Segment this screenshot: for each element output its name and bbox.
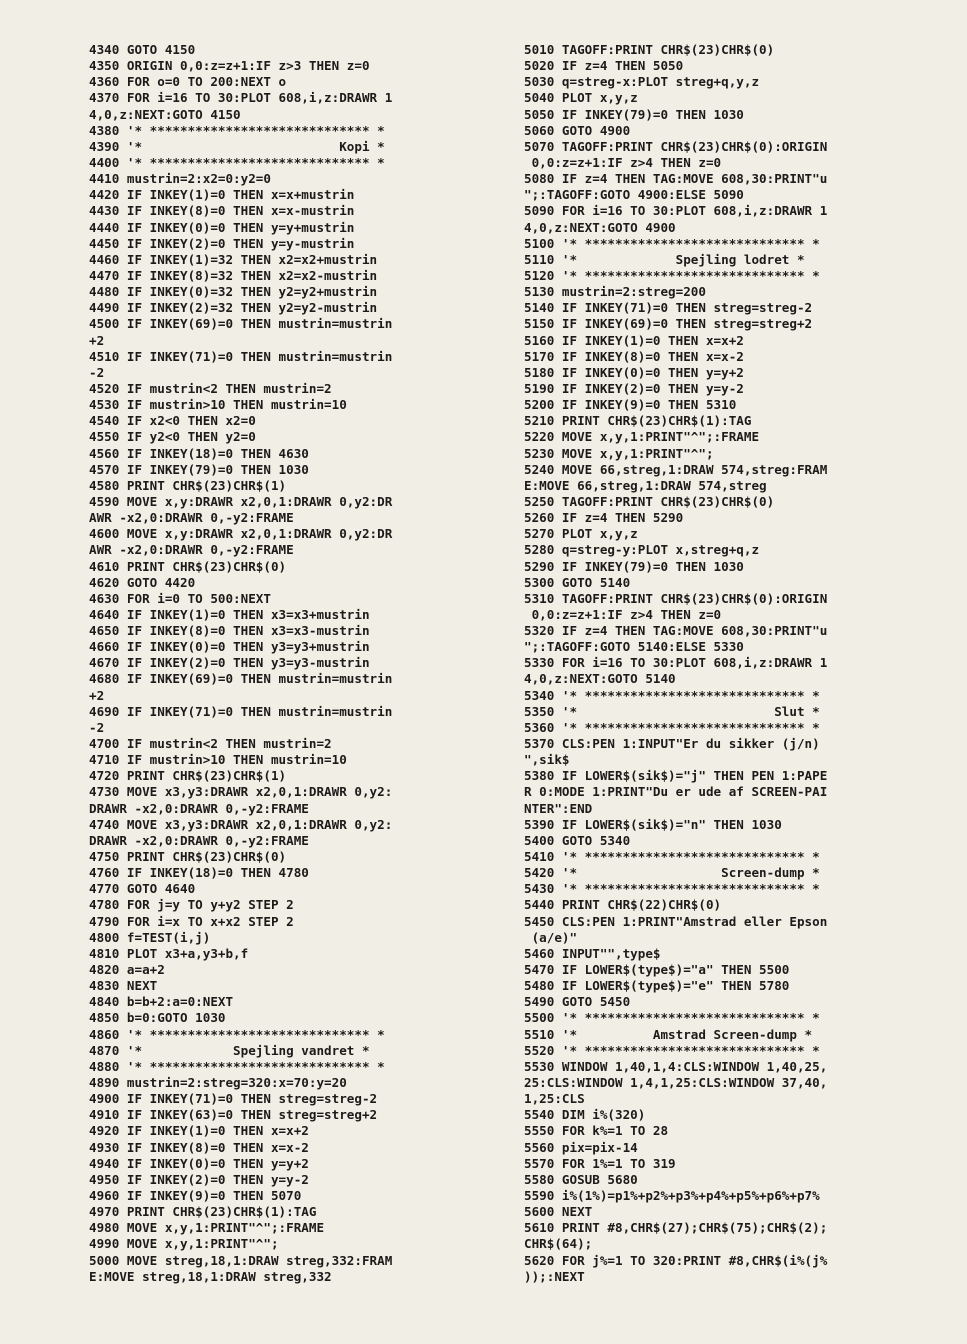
code-line: 4840 b=b+2:a=0:NEXT — [89, 994, 234, 1010]
code-line: 4520 IF mustrin<2 THEN mustrin=2 — [89, 380, 332, 396]
left-code-column — [89, 42, 474, 1285]
code-line: 5500 '* ***************************** * — [524, 1010, 820, 1026]
code-line: 5520 '* ***************************** * — [524, 1042, 820, 1058]
code-line: 5570 FOR 1%=1 TO 319 — [524, 1155, 676, 1171]
code-line: 4910 IF INKEY(63)=0 THEN streg=streg+2 — [89, 1107, 378, 1123]
code-line: 4970 PRINT CHR$(23)CHR$(1):TAG — [89, 1204, 317, 1220]
code-line: 5220 MOVE x,y,1:PRINT"^";:FRAME — [524, 429, 760, 445]
code-line: 5200 IF INKEY(9)=0 THEN 5310 — [524, 397, 737, 413]
code-line: 4,0,z:NEXT:GOTO 4150 — [89, 106, 241, 122]
code-line: 5540 DIM i%(320) — [524, 1107, 646, 1123]
code-line: 4550 IF y2<0 THEN y2=0 — [89, 429, 256, 445]
code-line: AWR -x2,0:DRAWR 0,-y2:FRAME — [89, 542, 294, 558]
code-line: 4990 MOVE x,y,1:PRINT"^"; — [89, 1236, 279, 1252]
code-line: ";:TAGOFF:GOTO 5140:ELSE 5330 — [524, 639, 744, 655]
code-line: 5060 GOTO 4900 — [524, 122, 631, 138]
code-line: 5340 '* ***************************** * — [524, 687, 820, 703]
code-line: 4760 IF INKEY(18)=0 THEN 4780 — [89, 865, 309, 881]
code-line: 4770 GOTO 4640 — [89, 881, 196, 897]
code-line: 5600 NEXT — [524, 1204, 593, 1220]
code-line: 5550 FOR k%=1 TO 28 — [524, 1123, 669, 1139]
code-line: 5420 '* Screen-dump * — [524, 865, 820, 881]
code-line: 5270 PLOT x,y,z — [524, 526, 638, 542]
code-line: 4350 ORIGIN 0,0:z=z+1:IF z>3 THEN z=0 — [89, 58, 370, 74]
code-line: -2 — [89, 719, 105, 735]
code-line: 4720 PRINT CHR$(23)CHR$(1) — [89, 768, 287, 784]
code-line: CHR$(64); — [524, 1236, 593, 1252]
code-line: 4490 IF INKEY(2)=32 THEN y2=y2-mustrin — [89, 300, 378, 316]
code-line: 4340 GOTO 4150 — [89, 42, 196, 57]
code-line: 4580 PRINT CHR$(23)CHR$(1) — [89, 477, 287, 493]
code-line: 0,0:z=z+1:IF z>4 THEN z=0 — [524, 606, 722, 622]
code-line: 4440 IF INKEY(0)=0 THEN y=y+mustrin — [89, 219, 355, 235]
code-line: 4810 PLOT x3+a,y3+b,f — [89, 945, 249, 961]
code-line: 4960 IF INKEY(9)=0 THEN 5070 — [89, 1187, 302, 1203]
code-line: 5230 MOVE x,y,1:PRINT"^"; — [524, 445, 714, 461]
code-line: 5560 pix=pix-14 — [524, 1139, 638, 1155]
code-line: 5170 IF INKEY(8)=0 THEN x=x-2 — [524, 348, 744, 364]
code-line: 5110 '* Spejling lodret * — [524, 251, 805, 267]
code-line: 4480 IF INKEY(0)=32 THEN y2=y2+mustrin — [89, 284, 378, 300]
code-line: DRAWR -x2,0:DRAWR 0,-y2:FRAME — [89, 800, 309, 816]
code-line: 5070 TAGOFF:PRINT CHR$(23)CHR$(0):ORIGIN — [524, 138, 828, 154]
code-line: 5450 CLS:PEN 1:PRINT"Amstrad eller Epson — [524, 913, 828, 929]
code-line: 4460 IF INKEY(1)=32 THEN x2=x2+mustrin — [89, 251, 378, 267]
code-line: 4380 '* ***************************** * — [89, 122, 385, 138]
code-line: 4570 IF INKEY(79)=0 THEN 1030 — [89, 461, 309, 477]
code-line: 4430 IF INKEY(8)=0 THEN x=x-mustrin — [89, 203, 355, 219]
code-line: 5590 i%(1%)=p1%+p2%+p3%+p4%+p5%+p6%+p7% — [524, 1187, 820, 1203]
code-line: 5490 GOTO 5450 — [524, 994, 631, 1010]
code-line: 5140 IF INKEY(71)=0 THEN streg=streg-2 — [524, 300, 813, 316]
code-line: 4860 '* ***************************** * — [89, 1026, 385, 1042]
code-line: 4400 '* ***************************** * — [89, 154, 385, 170]
code-line: -2 — [89, 364, 105, 380]
code-line: ",sik$ — [524, 752, 570, 768]
code-line: 25:CLS:WINDOW 1,4,1,25:CLS:WINDOW 37,40, — [524, 1075, 828, 1090]
code-line: 4630 FOR i=0 TO 500:NEXT — [89, 590, 271, 606]
code-line: NTER":END — [524, 800, 593, 816]
code-line: 4590 MOVE x,y:DRAWR x2,0,1:DRAWR 0,y2:DR — [89, 493, 393, 509]
code-line: 4410 mustrin=2:x2=0:y2=0 — [89, 171, 271, 187]
code-line: 5150 IF INKEY(69)=0 THEN streg=streg+2 — [524, 316, 813, 332]
code-line: 4740 MOVE x3,y3:DRAWR x2,0,1:DRAWR 0,y2: — [89, 816, 393, 832]
code-line: 4700 IF mustrin<2 THEN mustrin=2 — [89, 736, 332, 752]
code-line: 4510 IF INKEY(71)=0 THEN mustrin=mustrin — [89, 348, 393, 364]
code-line: 5240 MOVE 66,streg,1:DRAW 574,streg:FRAM — [524, 461, 828, 477]
code-line: 4880 '* ***************************** * — [89, 1058, 385, 1074]
code-line: 4850 b=0:GOTO 1030 — [89, 1010, 226, 1026]
code-line: 5020 IF z=4 THEN 5050 — [524, 58, 684, 74]
code-line: 5300 GOTO 5140 — [524, 574, 631, 590]
code-line: 5390 IF LOWER$(sik$)="n" THEN 1030 — [524, 816, 782, 832]
code-line: 4,0,z:NEXT:GOTO 5140 — [524, 671, 676, 687]
code-line: 4660 IF INKEY(0)=0 THEN y3=y3+mustrin — [89, 639, 370, 655]
code-line: 4790 FOR i=x TO x+x2 STEP 2 — [89, 913, 294, 929]
code-line: ";:TAGOFF:GOTO 4900:ELSE 5090 — [524, 187, 744, 203]
code-line: 4600 MOVE x,y:DRAWR x2,0,1:DRAWR 0,y2:DR — [89, 526, 393, 542]
code-line: 5460 INPUT"",type$ — [524, 945, 661, 961]
code-line: 5380 IF LOWER$(sik$)="j" THEN PEN 1:PAPE — [524, 768, 828, 784]
code-line: 4870 '* Spejling vandret * — [89, 1042, 370, 1058]
code-line: 4620 GOTO 4420 — [89, 574, 196, 590]
code-line: E:MOVE 66,streg,1:DRAW 574,streg — [524, 477, 767, 493]
code-line: R 0:MODE 1:PRINT"Du er ude af SCREEN-PAI — [524, 784, 828, 800]
code-line: 5090 FOR i=16 TO 30:PLOT 608,i,z:DRAWR 1 — [524, 203, 828, 219]
code-line: 5040 PLOT x,y,z — [524, 90, 638, 106]
code-line: 4470 IF INKEY(8)=32 THEN x2=x2-mustrin — [89, 267, 378, 283]
code-line: 5530 WINDOW 1,40,1,4:CLS:WINDOW 1,40,25, — [524, 1058, 828, 1074]
code-line: 4640 IF INKEY(1)=0 THEN x3=x3+mustrin — [89, 606, 370, 622]
code-line: 4540 IF x2<0 THEN x2=0 — [89, 413, 256, 429]
code-line: 4900 IF INKEY(71)=0 THEN streg=streg-2 — [89, 1091, 378, 1107]
code-line: 4360 FOR o=0 TO 200:NEXT o — [89, 74, 287, 90]
code-line: 4920 IF INKEY(1)=0 THEN x=x+2 — [89, 1123, 309, 1139]
code-line: 4710 IF mustrin>10 THEN mustrin=10 — [89, 752, 347, 768]
code-line: 4610 PRINT CHR$(23)CHR$(0) — [89, 558, 287, 574]
code-line: 5260 IF z=4 THEN 5290 — [524, 510, 684, 526]
code-line: 5320 IF z=4 THEN TAG:MOVE 608,30:PRINT"u — [524, 623, 828, 639]
code-line: 4650 IF INKEY(8)=0 THEN x3=x3-mustrin — [89, 623, 370, 639]
code-line: 5210 PRINT CHR$(23)CHR$(1):TAG — [524, 413, 752, 429]
code-line: 4980 MOVE x,y,1:PRINT"^";:FRAME — [89, 1220, 325, 1236]
code-line: 5360 '* ***************************** * — [524, 719, 820, 735]
code-line: 4950 IF INKEY(2)=0 THEN y=y-2 — [89, 1171, 309, 1187]
code-line: 5330 FOR i=16 TO 30:PLOT 608,i,z:DRAWR 1 — [524, 655, 828, 671]
code-line: 5030 q=streg-x:PLOT streg+q,y,z — [524, 74, 760, 90]
code-line: 5290 IF INKEY(79)=0 THEN 1030 — [524, 558, 744, 574]
code-line: ));:NEXT — [524, 1268, 585, 1284]
code-line: +2 — [89, 332, 105, 348]
code-line: 5180 IF INKEY(0)=0 THEN y=y+2 — [524, 364, 744, 380]
code-line: 4820 a=a+2 — [89, 962, 165, 978]
code-line: (a/e)" — [524, 929, 578, 945]
code-line: 5440 PRINT CHR$(22)CHR$(0) — [524, 897, 722, 913]
code-line: 5010 TAGOFF:PRINT CHR$(23)CHR$(0) — [524, 42, 775, 57]
code-line: 4800 f=TEST(i,j) — [89, 929, 211, 945]
code-line: 5410 '* ***************************** * — [524, 849, 820, 865]
code-line: 5080 IF z=4 THEN TAG:MOVE 608,30:PRINT"u — [524, 171, 828, 187]
code-line: 5480 IF LOWER$(type$)="e" THEN 5780 — [524, 978, 790, 994]
code-line: 5250 TAGOFF:PRINT CHR$(23)CHR$(0) — [524, 493, 775, 509]
code-line: 5130 mustrin=2:streg=200 — [524, 284, 706, 300]
code-line: 4830 NEXT — [89, 978, 158, 994]
code-line: 0,0:z=z+1:IF z>4 THEN z=0 — [524, 154, 722, 170]
code-line: 4,0,z:NEXT:GOTO 4900 — [524, 219, 676, 235]
code-line: 4690 IF INKEY(71)=0 THEN mustrin=mustrin — [89, 703, 393, 719]
code-line: 5120 '* ***************************** * — [524, 267, 820, 283]
code-line: 5050 IF INKEY(79)=0 THEN 1030 — [524, 106, 744, 122]
code-line: 5430 '* ***************************** * — [524, 881, 820, 897]
code-line: 4670 IF INKEY(2)=0 THEN y3=y3-mustrin — [89, 655, 370, 671]
code-line: 5000 MOVE streg,18,1:DRAW streg,332:FRAM — [89, 1252, 393, 1268]
code-line: DRAWR -x2,0:DRAWR 0,-y2:FRAME — [89, 832, 309, 848]
code-line: +2 — [89, 687, 105, 703]
code-line: 4890 mustrin=2:streg=320:x=70:y=20 — [89, 1075, 347, 1090]
code-line: 5580 GOSUB 5680 — [524, 1171, 638, 1187]
code-line: 4680 IF INKEY(69)=0 THEN mustrin=mustrin — [89, 671, 393, 687]
code-line: 4730 MOVE x3,y3:DRAWR x2,0,1:DRAWR 0,y2: — [89, 784, 393, 800]
code-line: 5610 PRINT #8,CHR$(27);CHR$(75);CHR$(2); — [524, 1220, 828, 1236]
code-line: 5400 GOTO 5340 — [524, 832, 631, 848]
code-line: 4530 IF mustrin>10 THEN mustrin=10 — [89, 397, 347, 413]
code-line: 4780 FOR j=y TO y+y2 STEP 2 — [89, 897, 294, 913]
code-line: 4420 IF INKEY(1)=0 THEN x=x+mustrin — [89, 187, 355, 203]
code-line: 5350 '* Slut * — [524, 703, 820, 719]
code-line: 5310 TAGOFF:PRINT CHR$(23)CHR$(0):ORIGIN — [524, 590, 828, 606]
code-line: 5190 IF INKEY(2)=0 THEN y=y-2 — [524, 380, 744, 396]
code-line: 5100 '* ***************************** * — [524, 235, 820, 251]
code-line: 1,25:CLS — [524, 1091, 585, 1107]
code-line: 4940 IF INKEY(0)=0 THEN y=y+2 — [89, 1155, 309, 1171]
code-line: AWR -x2,0:DRAWR 0,-y2:FRAME — [89, 510, 294, 526]
code-line: 5370 CLS:PEN 1:INPUT"Er du sikker (j/n) — [524, 736, 820, 752]
code-line: 5470 IF LOWER$(type$)="a" THEN 5500 — [524, 962, 790, 978]
code-line: 5620 FOR j%=1 TO 320:PRINT #8,CHR$(i%(j% — [524, 1252, 828, 1268]
right-code-column — [524, 42, 909, 1285]
code-line: 4370 FOR i=16 TO 30:PLOT 608,i,z:DRAWR 1 — [89, 90, 393, 106]
code-line: 4450 IF INKEY(2)=0 THEN y=y-mustrin — [89, 235, 355, 251]
code-line: 4560 IF INKEY(18)=0 THEN 4630 — [89, 445, 309, 461]
code-line: E:MOVE streg,18,1:DRAW streg,332 — [89, 1268, 332, 1284]
code-line: 4750 PRINT CHR$(23)CHR$(0) — [89, 849, 287, 865]
code-line: 5510 '* Amstrad Screen-dump * — [524, 1026, 813, 1042]
code-line: 4930 IF INKEY(8)=0 THEN x=x-2 — [89, 1139, 309, 1155]
code-line: 4500 IF INKEY(69)=0 THEN mustrin=mustrin — [89, 316, 393, 332]
code-line: 5160 IF INKEY(1)=0 THEN x=x+2 — [524, 332, 744, 348]
code-line: 5280 q=streg-y:PLOT x,streg+q,z — [524, 542, 760, 558]
code-line: 4390 '* Kopi * — [89, 138, 385, 154]
